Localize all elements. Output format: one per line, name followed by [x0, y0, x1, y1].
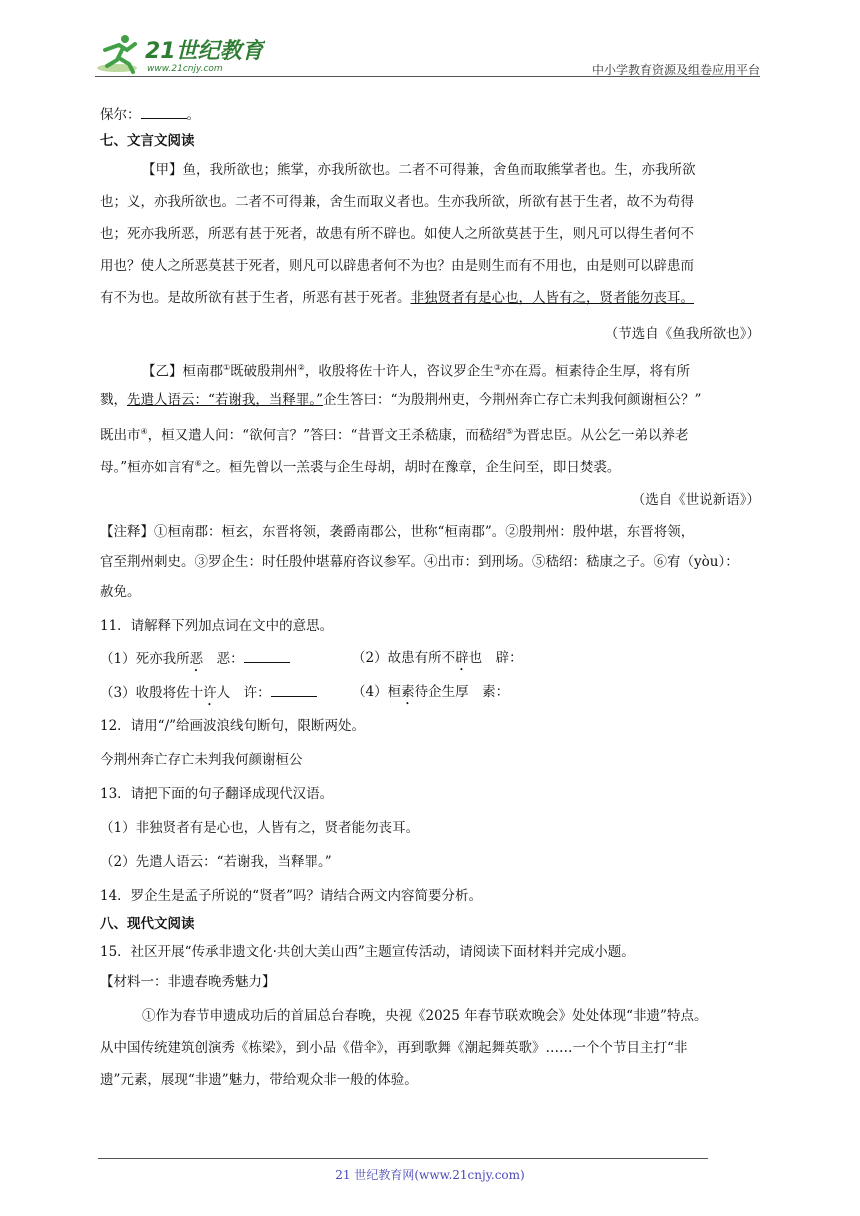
passage-yi-line: 戮，先遣人语云：“若谢我，当释罪。”企生答曰：“为殷荆州吏，今荆州奔亡存亡未判我何颜谢桓公？” [100, 392, 702, 408]
source-yi: （选自《世说新语》） [631, 492, 760, 508]
material-1-title: 【材料一：非遗春晚秀魅力】 [100, 974, 276, 990]
question-12-text: 今荆州奔亡存亡未判我何颜谢桓公 [100, 752, 303, 768]
passage-jia-line: 也；义，亦我所欲也。二者不可得兼，舍生而取义者也。生亦我所欲，所欲有甚于生者，故不为苟得 [100, 194, 694, 210]
passage-yi-line: 母。”桓亦如言宥⑥之。桓先曾以一羔裘与企生母胡，胡时在豫章，企生问至，即日焚裘。 [100, 459, 621, 476]
question-11-1: （1）死亦我所恶 恶： [100, 648, 290, 675]
source-jia: （节选自《鱼我所欲也》） [604, 326, 760, 342]
question-13-2: （2）先遣人语云：“若谢我，当释罪。” [100, 854, 332, 870]
footer-divider [98, 1158, 708, 1159]
annotation-line: 官至荆州刺史。③罗企生：时任殷仲堪幕府咨议参军。④出市：到刑场。⑤嵇绍：嵇康之子。⑥宥（yòu）： [100, 554, 739, 570]
annotation-line: 【注释】①桓南郡：桓玄，东晋将领，袭爵南郡公，世称“桓南郡”。②殷荆州：殷仲堪，东晋将领， [100, 524, 695, 540]
material-paragraph-line: ①作为春节申遗成功后的首届总台春晚，央视《2025 年春节联欢晚会》处处体现“非遗”特点。 [142, 1008, 708, 1024]
passage-jia-line: 也；死亦我所恶，所恶有甚于死者，故患有所不辟也。如使人之所欲莫甚于生，则凡可以得生者何不 [100, 226, 694, 242]
question-13-1: （1）非独贤者有是心也，人皆有之，贤者能勿丧耳。 [100, 820, 420, 836]
material-paragraph-line: 从中国传统建筑创演秀《栋梁》，到小品《借伞》，再到歌舞《潮起舞英歌》……一个个节目主打“非 [100, 1040, 688, 1056]
passage-yi-line: 【乙】桓南郡①既破殷荆州②，收殷将佐十许人，咨议罗企生③亦在焉。桓素待企生厚，将有所 [142, 363, 691, 380]
question-11-3: （3）收殷将佐十许人 许： [100, 682, 317, 709]
passage-jia-line: 【甲】鱼，我所欲也；熊掌，亦我所欲也。二者不可得兼，舍鱼而取熊掌者也。生，亦我所欲 [142, 162, 696, 178]
material-paragraph-line: 遗”元素，展现“非遗”魅力，带给观众非一般的体验。 [100, 1072, 418, 1088]
underlined-sentence: 非独贤者有是心也，人皆有之，贤者能勿丧耳。 [410, 290, 694, 306]
section-7-title: 七、文言文阅读 [100, 133, 195, 149]
annotation-line: 赦免。 [100, 584, 141, 600]
underlined-sentence: 先遣人语云：“若谢我，当释罪。” [127, 392, 324, 408]
passage-jia-line: 用也？使人之所恶莫甚于死者，则凡可以辟患者何不为也？由是则生而有不用也，由是则可以辟患而 [100, 258, 694, 274]
question-14: 14．罗企生是孟子所说的“贤者”吗？请结合两文内容简要分析。 [100, 888, 482, 904]
footer-link[interactable]: 21 世纪教育网(www.21cnjy.com) [335, 1168, 525, 1182]
question-12: 12．请用“/”给画波浪线句断句，限断两处。 [100, 718, 366, 734]
passage-jia-line: 有不为也。是故所欲有甚于生者，所恶有甚于死者。非独贤者有是心也，人皆有之，贤者能勿丧耳。 [100, 290, 694, 306]
header-divider [95, 76, 760, 77]
question-11-2: （2）故患有所不辟也 辟： [352, 650, 523, 666]
page-header [95, 30, 760, 80]
passage-yi-line: 既出市④，桓又遣人问：“欲何言？”答曰：“昔晋文王杀嵇康，而嵇绍⑤为晋忠臣。从公乞一弟以养老 [100, 427, 689, 444]
logo-subtext: www.21cnjy.com [147, 64, 223, 74]
question-13: 13．请把下面的句子翻译成现代汉语。 [100, 786, 334, 802]
question-11: 11．请解释下列加点词在文中的意思。 [100, 618, 334, 634]
answer-blank[interactable] [271, 682, 317, 697]
platform-name: 中小学教育资源及组卷应用平台 [591, 63, 760, 77]
question-15: 15．社区开展“传承非遗文化·共创大美山西”主题宣传活动，请阅读下面材料并完成小题。 [100, 944, 635, 960]
answer-blank[interactable] [244, 648, 290, 663]
answer-blank[interactable] [141, 104, 187, 119]
section-8-title: 八、现代文阅读 [100, 916, 195, 932]
question-11-4: （4）桓素待企生厚 素： [352, 684, 510, 700]
answer-line-paul: 保尔： 。 [100, 104, 200, 125]
svg-text:21世纪教育: 21世纪教育 [145, 39, 264, 64]
